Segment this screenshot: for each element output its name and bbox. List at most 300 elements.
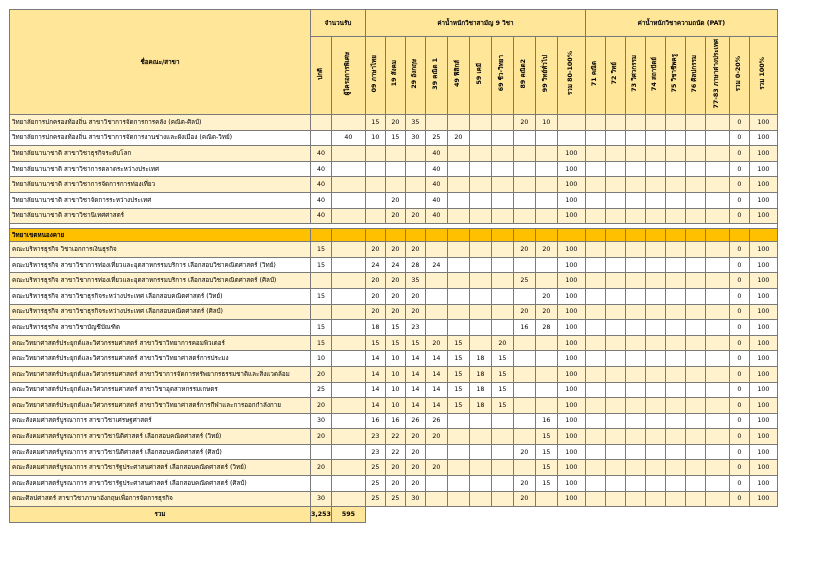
subheader-cell <box>469 37 491 115</box>
value-cell <box>605 146 625 162</box>
value-cell: 40 <box>311 161 332 177</box>
value-cell: 25 <box>513 273 535 289</box>
value-cell <box>625 413 645 429</box>
value-cell: 28 <box>535 320 557 336</box>
value-cell <box>665 177 685 193</box>
value-cell: 18 <box>365 320 385 336</box>
value-cell <box>605 288 625 304</box>
value-cell <box>513 192 535 208</box>
value-cell: 100 <box>749 257 777 273</box>
value-cell: 30 <box>405 130 425 146</box>
program-name: คณะบริหารธุรกิจ สาขาวิชาบัญชีบัณฑิต <box>10 320 311 336</box>
subheader-label: 59 เคมี <box>476 62 484 85</box>
value-cell <box>311 115 332 131</box>
value-cell: 20 <box>535 242 557 258</box>
value-cell <box>585 288 605 304</box>
value-cell <box>469 177 491 193</box>
program-name: คณะวิทยาศาสตร์ประยุกต์และวิศวกรรมศาสตร์ สาขาวิชาวิทยาศาสตร์การกีฬาและการออกกำลังกาย <box>10 398 311 414</box>
total-label: รวม <box>10 507 311 523</box>
program-name: วิทยาลัยนานาชาติ สาขาวิชาธุรกิจระดับโลก <box>10 146 311 162</box>
value-cell <box>513 429 535 445</box>
value-cell <box>331 273 365 289</box>
value-cell <box>625 460 645 476</box>
value-cell <box>585 366 605 382</box>
value-cell: 100 <box>557 208 585 224</box>
value-cell <box>645 177 665 193</box>
value-cell <box>491 208 513 224</box>
value-cell: 20 <box>513 115 535 131</box>
table-row <box>10 444 778 460</box>
value-cell: 20 <box>405 476 425 492</box>
value-cell: 100 <box>557 257 585 273</box>
value-cell <box>469 161 491 177</box>
section-cell <box>585 229 605 242</box>
value-cell: 100 <box>557 146 585 162</box>
value-cell: 20 <box>405 288 425 304</box>
value-cell: 100 <box>749 304 777 320</box>
total-cell <box>425 507 447 523</box>
section-label: วิทยาเขตหนองคาย <box>10 229 311 242</box>
value-cell <box>469 413 491 429</box>
value-cell <box>331 208 365 224</box>
value-cell: 100 <box>557 366 585 382</box>
value-cell <box>605 491 625 507</box>
value-cell: 100 <box>749 351 777 367</box>
value-cell <box>469 476 491 492</box>
value-cell <box>469 444 491 460</box>
total-cell <box>405 507 425 523</box>
value-cell <box>685 460 705 476</box>
value-cell: 20 <box>311 366 332 382</box>
value-cell: 25 <box>365 491 385 507</box>
value-cell <box>447 242 469 258</box>
value-cell <box>665 192 685 208</box>
value-cell <box>625 320 645 336</box>
value-cell <box>331 335 365 351</box>
total-cell <box>729 507 749 523</box>
value-cell <box>705 273 729 289</box>
value-cell <box>535 335 557 351</box>
value-cell <box>645 288 665 304</box>
value-cell <box>535 257 557 273</box>
value-cell <box>665 382 685 398</box>
value-cell: 18 <box>469 366 491 382</box>
value-cell: 100 <box>749 460 777 476</box>
value-cell <box>625 429 645 445</box>
value-cell <box>425 115 447 131</box>
value-cell: 10 <box>311 351 332 367</box>
value-cell <box>585 429 605 445</box>
total-cell <box>557 507 585 523</box>
value-cell <box>625 288 645 304</box>
value-cell: 14 <box>425 382 447 398</box>
value-cell <box>585 130 605 146</box>
value-cell <box>705 444 729 460</box>
value-cell: 20 <box>405 444 425 460</box>
subheader-cell <box>311 37 332 115</box>
value-cell <box>311 304 332 320</box>
value-cell <box>585 413 605 429</box>
value-cell: 20 <box>385 476 405 492</box>
value-cell <box>685 130 705 146</box>
subheader-label: 76 ศิลปกรรม <box>691 54 699 93</box>
value-cell <box>447 177 469 193</box>
subheader-label: 19 สังคม <box>391 60 399 87</box>
value-cell <box>645 208 665 224</box>
value-cell: 100 <box>749 130 777 146</box>
value-cell <box>331 288 365 304</box>
value-cell <box>513 460 535 476</box>
value-cell: 40 <box>425 208 447 224</box>
subheader-label: 73 วิศวกรรม <box>631 55 639 92</box>
value-cell: 40 <box>311 146 332 162</box>
subheader-label: 75 วิชาชีพครู <box>671 54 679 93</box>
value-cell <box>491 460 513 476</box>
value-cell: 18 <box>469 382 491 398</box>
program-name: วิทยาลัยการปกครองท้องถิ่น สาขาวิชาการจัดการการคลัง (คณิต-ศิลป์) <box>10 115 311 131</box>
value-cell: 14 <box>425 398 447 414</box>
value-cell <box>705 320 729 336</box>
value-cell <box>405 192 425 208</box>
table-row <box>10 413 778 429</box>
value-cell <box>625 115 645 131</box>
header-name: ชื่อคณะ/สาขา <box>10 10 311 115</box>
value-cell <box>665 429 685 445</box>
section-cell <box>625 229 645 242</box>
value-cell: 0 <box>729 476 749 492</box>
value-cell <box>705 382 729 398</box>
value-cell <box>625 491 645 507</box>
value-cell <box>625 476 645 492</box>
subheader-label: 72 วิทย์ <box>611 62 619 85</box>
value-cell: 100 <box>557 335 585 351</box>
value-cell: 20 <box>405 208 425 224</box>
value-cell <box>625 398 645 414</box>
value-cell <box>469 429 491 445</box>
value-cell: 24 <box>385 257 405 273</box>
value-cell <box>331 491 365 507</box>
value-cell <box>425 476 447 492</box>
value-cell: 40 <box>331 130 365 146</box>
section-cell <box>447 229 469 242</box>
value-cell <box>685 208 705 224</box>
value-cell <box>365 208 385 224</box>
value-cell <box>469 273 491 289</box>
value-cell: 20 <box>365 304 385 320</box>
value-cell: 100 <box>749 177 777 193</box>
value-cell <box>645 398 665 414</box>
value-cell: 15 <box>385 130 405 146</box>
value-cell <box>585 382 605 398</box>
table-row <box>10 242 778 258</box>
value-cell <box>685 320 705 336</box>
section-row <box>10 229 778 242</box>
value-cell <box>625 382 645 398</box>
program-name: คณะบริหารธุรกิจ สาขาวิชาธุรกิจระหว่างประเทศ เลือกสอบคณิตศาสตร์ (วิทย์) <box>10 288 311 304</box>
value-cell <box>625 208 645 224</box>
value-cell: 25 <box>385 491 405 507</box>
subheader-label: 71 คณิต <box>591 60 599 87</box>
subheader-cell <box>557 37 585 115</box>
value-cell: 0 <box>729 177 749 193</box>
value-cell: 14 <box>425 366 447 382</box>
value-cell <box>665 115 685 131</box>
subheader-cell <box>685 37 705 115</box>
value-cell: 20 <box>385 208 405 224</box>
subheader-label: รวม 80-100% <box>567 51 575 96</box>
value-cell: 20 <box>311 460 332 476</box>
value-cell <box>605 208 625 224</box>
value-cell: 100 <box>749 115 777 131</box>
value-cell <box>535 177 557 193</box>
value-cell: 10 <box>385 398 405 414</box>
value-cell <box>535 366 557 382</box>
value-cell: 15 <box>447 382 469 398</box>
value-cell <box>535 382 557 398</box>
value-cell <box>605 413 625 429</box>
value-cell: 16 <box>365 413 385 429</box>
value-cell <box>625 444 645 460</box>
value-cell <box>625 177 645 193</box>
value-cell <box>605 460 625 476</box>
value-cell <box>447 413 469 429</box>
value-cell: 28 <box>405 257 425 273</box>
value-cell <box>585 177 605 193</box>
value-cell: 100 <box>749 242 777 258</box>
value-cell <box>705 491 729 507</box>
value-cell: 100 <box>749 429 777 445</box>
value-cell <box>491 491 513 507</box>
value-cell: 15 <box>535 476 557 492</box>
value-cell <box>645 366 665 382</box>
value-cell <box>469 335 491 351</box>
value-cell <box>425 273 447 289</box>
section-cell <box>665 229 685 242</box>
value-cell: 26 <box>405 413 425 429</box>
value-cell <box>625 161 645 177</box>
value-cell <box>665 491 685 507</box>
value-cell: 25 <box>425 130 447 146</box>
program-name: คณะศิลปศาสตร์ สาขาวิชาภาษาอังกฤษเพื่อการจัดการธุรกิจ <box>10 491 311 507</box>
total-cell <box>705 507 729 523</box>
value-cell: 0 <box>729 429 749 445</box>
value-cell <box>447 257 469 273</box>
value-cell <box>585 192 605 208</box>
value-cell: 15 <box>447 398 469 414</box>
value-cell: 0 <box>729 491 749 507</box>
subheader-cell <box>513 37 535 115</box>
value-cell <box>491 115 513 131</box>
value-cell <box>513 161 535 177</box>
value-cell: 20 <box>535 288 557 304</box>
value-cell <box>645 115 665 131</box>
value-cell: 0 <box>729 444 749 460</box>
subheader-label: ผู้ใครอการพิเศษ <box>344 51 352 96</box>
value-cell: 16 <box>535 413 557 429</box>
value-cell <box>705 115 729 131</box>
total-regular: 3,253 <box>311 507 332 523</box>
subheader-label: 77-83 ภาษาต่างประเทศ <box>713 38 721 109</box>
value-cell <box>513 366 535 382</box>
value-cell <box>685 366 705 382</box>
value-cell <box>513 130 535 146</box>
value-cell: 100 <box>749 161 777 177</box>
value-cell: 100 <box>557 288 585 304</box>
value-cell <box>365 177 385 193</box>
value-cell <box>585 460 605 476</box>
value-cell <box>447 288 469 304</box>
value-cell: 100 <box>557 320 585 336</box>
table-row <box>10 366 778 382</box>
value-cell: 20 <box>385 273 405 289</box>
value-cell: 100 <box>557 382 585 398</box>
value-cell: 100 <box>557 177 585 193</box>
value-cell <box>685 146 705 162</box>
value-cell <box>685 476 705 492</box>
program-name: คณะบริหารธุรกิจ สาขาวิชาการท่องเที่ยวและอุตสาหกรรมบริการ เลือกสอบวิชาคณิตศาสตร์ (ศิลป์) <box>10 273 311 289</box>
value-cell: 15 <box>311 242 332 258</box>
table-row <box>10 382 778 398</box>
value-cell: 20 <box>385 460 405 476</box>
section-cell <box>729 229 749 242</box>
value-cell: 15 <box>447 351 469 367</box>
value-cell <box>625 335 645 351</box>
value-cell: 100 <box>749 335 777 351</box>
value-cell <box>605 382 625 398</box>
value-cell: 100 <box>749 413 777 429</box>
program-name: วิทยาลัยนานาชาติ สาขาวิชาจัดการระหว่างประเทศ <box>10 192 311 208</box>
value-cell <box>645 413 665 429</box>
value-cell <box>491 257 513 273</box>
table-row <box>10 130 778 146</box>
value-cell <box>685 177 705 193</box>
value-cell <box>491 288 513 304</box>
total-cell <box>385 507 405 523</box>
value-cell <box>685 335 705 351</box>
value-cell <box>625 366 645 382</box>
value-cell: 15 <box>365 115 385 131</box>
value-cell: 15 <box>405 335 425 351</box>
value-cell: 25 <box>311 382 332 398</box>
total-cell <box>535 507 557 523</box>
value-cell <box>705 335 729 351</box>
value-cell: 14 <box>405 398 425 414</box>
value-cell <box>491 413 513 429</box>
value-cell <box>447 444 469 460</box>
value-cell <box>585 476 605 492</box>
value-cell <box>331 429 365 445</box>
table-row <box>10 273 778 289</box>
value-cell <box>605 476 625 492</box>
value-cell <box>585 161 605 177</box>
value-cell: 15 <box>491 351 513 367</box>
section-cell <box>557 229 585 242</box>
subheader-cell <box>665 37 685 115</box>
value-cell: 15 <box>491 398 513 414</box>
value-cell: 100 <box>557 476 585 492</box>
value-cell <box>491 273 513 289</box>
value-cell <box>685 398 705 414</box>
value-cell: 100 <box>557 398 585 414</box>
value-cell <box>645 382 665 398</box>
program-name: คณะวิทยาศาสตร์ประยุกต์และวิศวกรรมศาสตร์ สาขาวิชาการจัดการทรัพยากรธรรมชาติและสิ่งแวดล้อม <box>10 366 311 382</box>
header-enroll: จำนวนรับ <box>311 10 366 37</box>
value-cell <box>705 476 729 492</box>
subheader-cell <box>425 37 447 115</box>
value-cell: 0 <box>729 382 749 398</box>
subheader-label: 89 คณิต2 <box>520 58 528 89</box>
value-cell <box>331 476 365 492</box>
program-name: คณะสังคมศาสตร์บูรณาการ สาขาวิชาเศรษฐศาสตร์ <box>10 413 311 429</box>
value-cell: 30 <box>311 413 332 429</box>
value-cell: 20 <box>365 273 385 289</box>
subheader-label: 29 อังกฤษ <box>411 58 419 89</box>
value-cell: 20 <box>385 304 405 320</box>
value-cell <box>469 320 491 336</box>
value-cell <box>685 413 705 429</box>
value-cell: 0 <box>729 115 749 131</box>
value-cell: 20 <box>365 242 385 258</box>
value-cell <box>705 413 729 429</box>
value-cell: 100 <box>557 304 585 320</box>
value-cell <box>585 398 605 414</box>
value-cell <box>685 351 705 367</box>
value-cell <box>705 288 729 304</box>
subheader-cell <box>491 37 513 115</box>
value-cell: 20 <box>385 115 405 131</box>
value-cell <box>365 146 385 162</box>
value-cell: 100 <box>557 444 585 460</box>
value-cell <box>665 257 685 273</box>
value-cell <box>469 146 491 162</box>
value-cell <box>605 192 625 208</box>
value-cell <box>311 444 332 460</box>
subheader-cell <box>729 37 749 115</box>
value-cell: 100 <box>749 288 777 304</box>
value-cell <box>585 335 605 351</box>
value-cell <box>331 192 365 208</box>
total-cell <box>605 507 625 523</box>
value-cell: 22 <box>385 444 405 460</box>
section-cell <box>605 229 625 242</box>
value-cell: 15 <box>311 257 332 273</box>
value-cell <box>425 242 447 258</box>
program-name: วิทยาลัยการปกครองท้องถิ่น สาขาวิชาการจัดการงานช่างและผังเมือง (คณิต-วิทย์) <box>10 130 311 146</box>
value-cell: 100 <box>557 460 585 476</box>
value-cell: 15 <box>491 366 513 382</box>
value-cell <box>705 429 729 445</box>
section-cell <box>365 229 385 242</box>
value-cell <box>513 288 535 304</box>
value-cell: 0 <box>729 288 749 304</box>
value-cell: 15 <box>491 382 513 398</box>
value-cell: 15 <box>385 335 405 351</box>
subheader-label: รวม 0-20% <box>735 55 743 92</box>
section-cell <box>645 229 665 242</box>
value-cell <box>447 320 469 336</box>
value-cell <box>469 130 491 146</box>
value-cell: 26 <box>425 413 447 429</box>
value-cell <box>605 335 625 351</box>
subheader-label: 99 วิทย์ทั่วไป <box>542 54 550 93</box>
value-cell <box>665 398 685 414</box>
value-cell: 0 <box>729 351 749 367</box>
value-cell <box>513 351 535 367</box>
value-cell <box>585 273 605 289</box>
value-cell: 15 <box>535 460 557 476</box>
table-row <box>10 476 778 492</box>
section-cell <box>469 229 491 242</box>
